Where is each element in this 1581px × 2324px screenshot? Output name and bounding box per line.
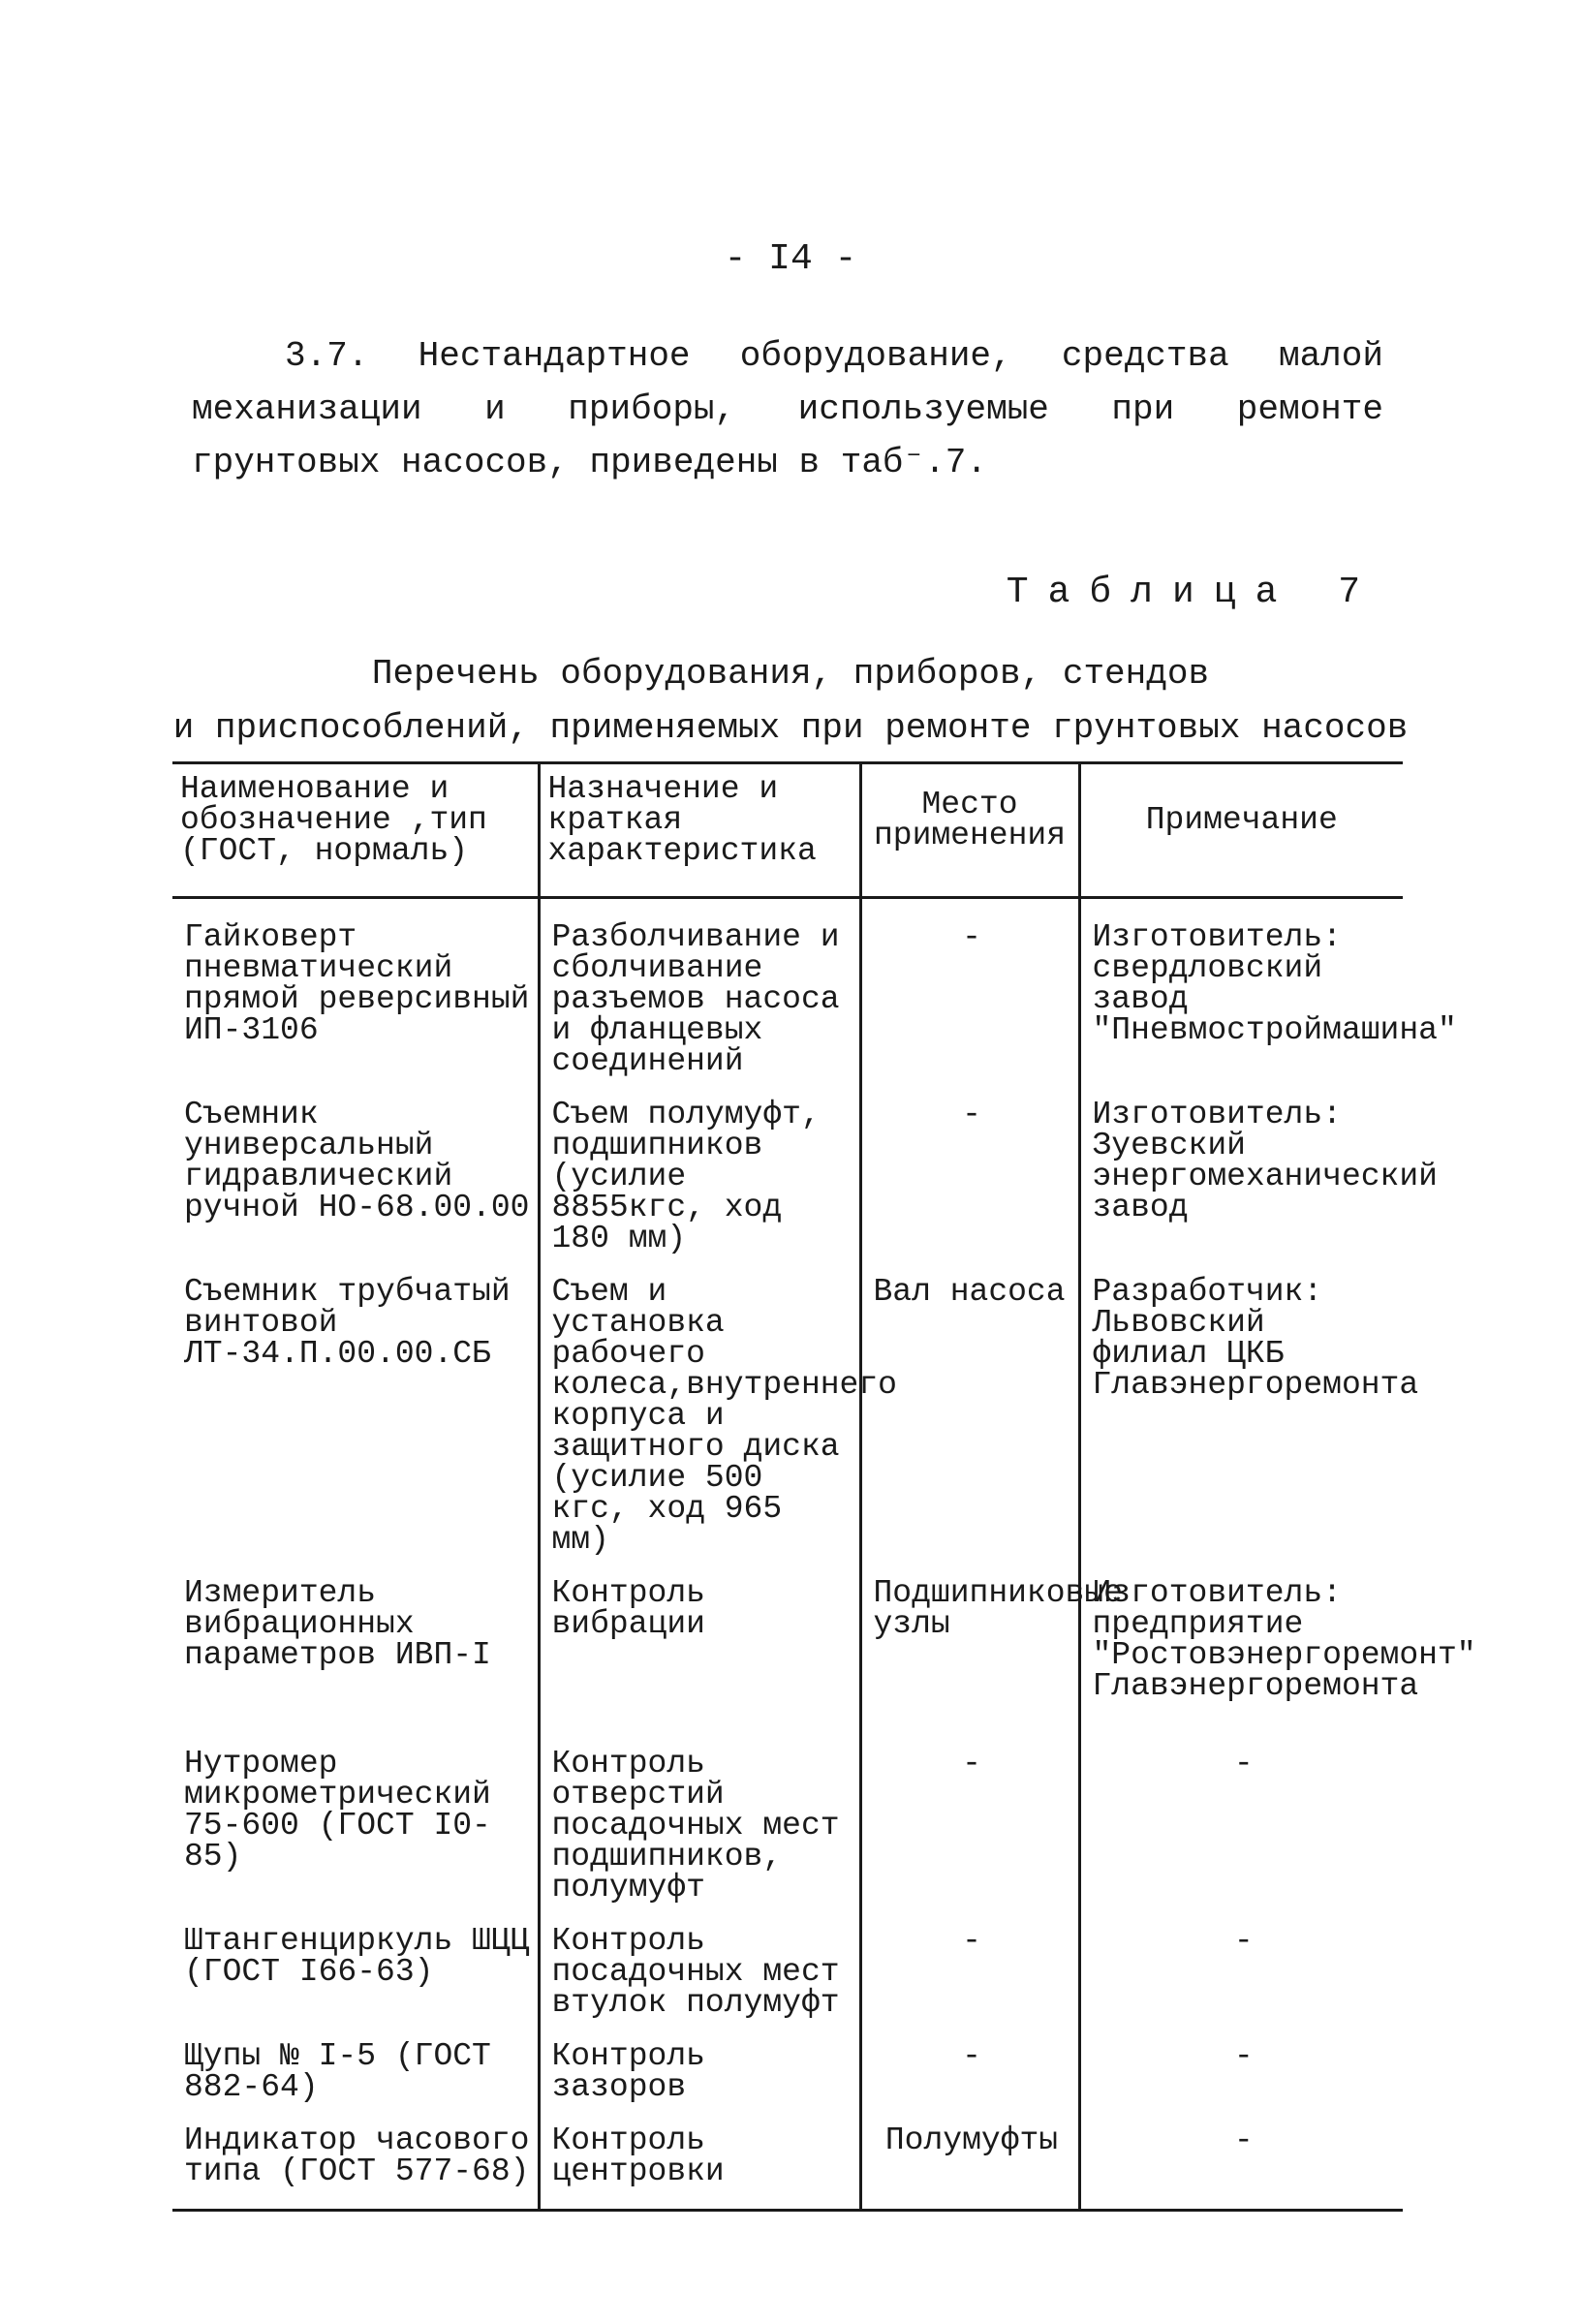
cell-place: - <box>860 898 1079 1093</box>
cell-purpose: Контроль отверстий посадочных мест подшипников, полумуфт <box>539 1741 860 1918</box>
header-note: Примечание <box>1079 763 1403 898</box>
table-title-line-1: Перечень оборудования, приборов, стендов <box>371 654 1210 694</box>
cell-name: Щупы № I-5 (ГОСТ 882-64) <box>184 2038 491 2105</box>
cell-note: - <box>1079 1741 1403 1918</box>
cell-name: Штангенциркуль ШЦЦ (ГОСТ I66-63) <box>184 1923 530 1990</box>
cell-name: Гайковерт пневматический прямой реверсивный ИП-3106 <box>184 919 530 1048</box>
table-row <box>172 1570 1403 1741</box>
cell-place: Подшипниковые узлы <box>860 1570 1079 1741</box>
cell-note: - <box>1079 1918 1403 2033</box>
cell-purpose: Съем полумуфт, подшипников (усилие 8855кгс, ход 180 мм) <box>539 1092 860 1269</box>
table-row <box>172 1741 1403 1918</box>
table-title-line-2: и приспособлений, применяемых при ремонте грунтовых насосов <box>172 708 1409 748</box>
cell-note: Разработчик: Львовский филиал ЦКБ Главэнергоремонта <box>1079 1269 1403 1570</box>
cell-note: Изготовитель: свердловский завод "Пневмостроймашина" <box>1079 898 1403 1093</box>
cell-place: Полумуфты <box>860 2118 1079 2211</box>
cell-note: Изготовитель: Зуевский энергомеханический завод <box>1079 1092 1403 1269</box>
cell-name: Съемник трубчатый винтовой ЛТ-34.П.00.00.СБ <box>184 1274 511 1372</box>
cell-note: Изготовитель: предприятие "Ростовэнергоремонт" Главэнергоремонта <box>1079 1570 1403 1741</box>
cell-purpose: Контроль посадочных мест втулок полумуфт <box>539 1918 860 2033</box>
cell-name: Измеритель вибрационных параметров ИВП-I <box>184 1575 491 1673</box>
cell-name: Индикатор часового типа (ГОСТ 577-68) <box>172 2118 539 2211</box>
cell-purpose: Контроль вибрации <box>539 1570 860 1741</box>
table-row <box>172 1269 1403 1570</box>
table-row <box>172 2118 1403 2211</box>
table-number: Таблица 7 <box>1006 572 1380 613</box>
header-place: Место применения <box>860 763 1079 898</box>
table-row <box>172 1092 1403 1269</box>
header-purpose: Назначение и краткая характеристика <box>539 763 860 898</box>
cell-purpose: Контроль зазоров <box>539 2033 860 2118</box>
cell-note: - <box>1079 2033 1403 2118</box>
intro-paragraph: 3.7. Нестандартное оборудование, средства малой механизации и приборы, используемые при ремонте грунтовых насосов, приведены в таб⁻.7. <box>192 336 1383 482</box>
cell-name: Нутромер микрометрический 75-600 (ГОСТ I0-85) <box>184 1746 491 1875</box>
table-row <box>172 2033 1403 2118</box>
cell-place: - <box>860 1918 1079 2033</box>
cell-purpose: Разболчивание и сболчивание разъемов насоса и фланцевых соединений <box>539 898 860 1093</box>
cell-purpose: Контроль центровки <box>539 2118 860 2211</box>
cell-note: - <box>1079 2118 1403 2211</box>
equipment-table <box>172 761 1476 2212</box>
page-number: - I4 - <box>724 238 857 280</box>
table-header-row <box>172 763 1403 898</box>
cell-place: Вал насоса <box>860 1269 1079 1570</box>
cell-place: - <box>860 2033 1079 2118</box>
cell-purpose: Съем и установка рабочего колеса,внутреннего корпуса и защитного диска (усилие 500 кгс, ход 965 мм) <box>539 1269 860 1570</box>
cell-name: Съемник универсальный гидравлический ручной НО-68.00.00 <box>184 1097 530 1225</box>
table-row <box>172 898 1403 1093</box>
header-name: Наименование и обозначение ,тип (ГОСТ, нормаль) <box>172 763 539 898</box>
cell-place: - <box>860 1741 1079 1918</box>
table-title <box>0 647 1581 756</box>
table-row <box>172 1918 1403 2033</box>
cell-place: - <box>860 1092 1079 1269</box>
